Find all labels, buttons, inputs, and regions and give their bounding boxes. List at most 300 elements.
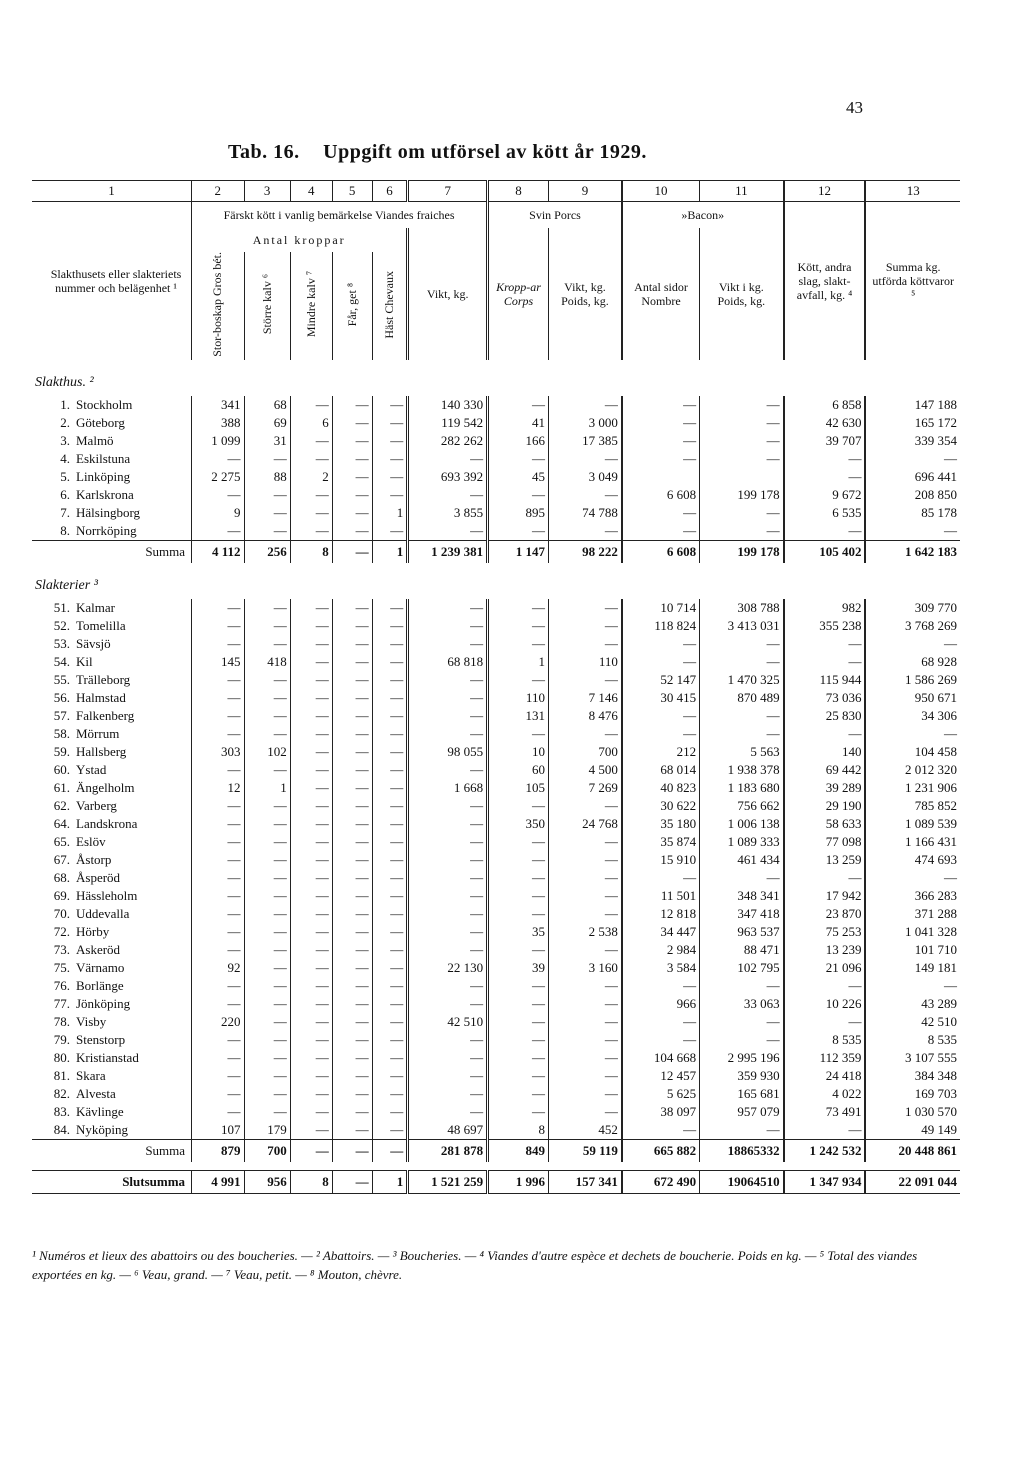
section-label: Slakthus. ² <box>35 374 94 390</box>
cell-col9: — <box>548 1067 621 1085</box>
cell-col12: 982 <box>784 599 866 617</box>
column-number: 2 <box>192 181 244 202</box>
cell-col5: — <box>332 396 372 414</box>
cell-col9: 7 146 <box>548 689 621 707</box>
cell-col11: 5 563 <box>700 743 784 761</box>
cell-col4: — <box>290 833 332 851</box>
cell-col2: — <box>192 450 244 468</box>
cell-col2: — <box>192 941 244 959</box>
cell-col11: — <box>700 414 784 432</box>
cell-col6: — <box>372 1013 408 1031</box>
grand-total-row <box>32 1170 960 1193</box>
cell-col8: — <box>488 617 549 635</box>
cell-col2: — <box>192 1067 244 1085</box>
cell-col8: — <box>488 450 549 468</box>
cell-col5: — <box>332 432 372 450</box>
table-row <box>32 450 960 468</box>
cell-col4: — <box>290 1085 332 1103</box>
cell-col12: 4 022 <box>784 1085 866 1103</box>
cell-col4: — <box>290 1139 332 1162</box>
cell-col4: — <box>290 761 332 779</box>
cell-col10: 34 447 <box>622 923 700 941</box>
cell-col5: — <box>332 779 372 797</box>
cell-col13: 1 166 431 <box>865 833 960 851</box>
place-cell <box>32 599 192 617</box>
cell-col8: — <box>488 887 549 905</box>
cell-col10: 38 097 <box>622 1103 700 1121</box>
place-cell <box>32 635 192 653</box>
cell-col4: — <box>290 851 332 869</box>
cell-col7: — <box>408 689 488 707</box>
cell-col12: 39 707 <box>784 432 866 450</box>
cell-col8: — <box>488 725 549 743</box>
cell-col8: — <box>488 599 549 617</box>
cell-col12: 6 535 <box>784 504 866 522</box>
cell-col10 <box>622 468 700 486</box>
cell-col4: — <box>290 671 332 689</box>
cell-col13: 104 458 <box>865 743 960 761</box>
cell-col6: — <box>372 923 408 941</box>
cell-col2: 9 <box>192 504 244 522</box>
cell-col3: — <box>244 617 290 635</box>
cell-col6: — <box>372 887 408 905</box>
cell-col11: 348 341 <box>700 887 784 905</box>
cell-col8: — <box>488 1031 549 1049</box>
cell-col8: — <box>488 995 549 1013</box>
cell-col6: — <box>372 1121 408 1140</box>
grand-total-label: Slutsumma <box>32 1170 192 1193</box>
cell-col12: 10 226 <box>784 995 866 1013</box>
cell-col8: — <box>488 941 549 959</box>
cell-col4: — <box>290 653 332 671</box>
cell-col8: 350 <box>488 815 549 833</box>
cell-col9: 110 <box>548 653 621 671</box>
cell-col5: — <box>332 815 372 833</box>
spacer-row <box>32 1162 960 1171</box>
col9-header: Vikt, kg. Poids, kg. <box>548 228 621 360</box>
cell-col7: 1 521 259 <box>408 1170 488 1193</box>
cell-col4: 8 <box>290 540 332 563</box>
cell-col3: — <box>244 869 290 887</box>
cell-col13: — <box>865 522 960 541</box>
cell-col3: — <box>244 486 290 504</box>
cell-col12: 25 830 <box>784 707 866 725</box>
cell-col10: 11 501 <box>622 887 700 905</box>
cell-col3: 179 <box>244 1121 290 1140</box>
cell-col11: — <box>700 432 784 450</box>
cell-col5: — <box>332 653 372 671</box>
cell-col11: 18865332 <box>700 1139 784 1162</box>
cell-col5: — <box>332 599 372 617</box>
place-number: 7. <box>60 504 70 520</box>
cell-col9: 98 222 <box>548 540 621 563</box>
cell-col13: 474 693 <box>865 851 960 869</box>
cell-col10: 15 910 <box>622 851 700 869</box>
cell-col11: — <box>700 653 784 671</box>
place-number: 78. <box>53 1013 70 1029</box>
cell-col11: — <box>700 977 784 995</box>
place-cell <box>32 1085 192 1103</box>
summary-row <box>32 1139 960 1162</box>
cell-col5: — <box>332 923 372 941</box>
cell-col9: — <box>548 396 621 414</box>
cell-col12: 29 190 <box>784 797 866 815</box>
place-number: 56. <box>53 689 70 705</box>
cell-col2: — <box>192 887 244 905</box>
cell-col2: — <box>192 689 244 707</box>
place-name: Göteborg <box>76 414 125 430</box>
place-name: Jönköping <box>76 995 131 1011</box>
cell-col9: — <box>548 725 621 743</box>
cell-col4: — <box>290 1031 332 1049</box>
cell-col12: — <box>784 635 866 653</box>
place-number: 8. <box>60 522 70 538</box>
cell-col6: — <box>372 1085 408 1103</box>
cell-col5: — <box>332 414 372 432</box>
place-cell <box>32 869 192 887</box>
place-cell <box>32 833 192 851</box>
place-name: Borlänge <box>76 977 124 993</box>
cell-col10: 35 180 <box>622 815 700 833</box>
cell-col4: — <box>290 959 332 977</box>
column-number: 3 <box>244 181 290 202</box>
place-number: 1. <box>60 396 70 412</box>
cell-col9: — <box>548 1103 621 1121</box>
place-cell <box>32 450 192 468</box>
place-number: 70. <box>53 905 70 921</box>
cell-col5: — <box>332 725 372 743</box>
place-name: Visby <box>76 1013 107 1029</box>
cell-col3: 68 <box>244 396 290 414</box>
bacon-header: »Bacon» <box>622 202 784 229</box>
column-number: 13 <box>865 181 960 202</box>
cell-col10: 118 824 <box>622 617 700 635</box>
cell-col5: — <box>332 833 372 851</box>
cell-col6: 1 <box>372 1170 408 1193</box>
cell-col11: 165 681 <box>700 1085 784 1103</box>
cell-col12: 23 870 <box>784 905 866 923</box>
col12-header: Kött, andra slag, slakt-avfall, kg. ⁴ <box>784 202 866 360</box>
place-cell <box>32 486 192 504</box>
cell-col2: — <box>192 1049 244 1067</box>
place-cell <box>32 689 192 707</box>
table-row <box>32 617 960 635</box>
cell-col6: 1 <box>372 540 408 563</box>
place-number: 51. <box>53 599 70 615</box>
cell-col7: — <box>408 1085 488 1103</box>
cell-col8: — <box>488 977 549 995</box>
cell-col3: — <box>244 905 290 923</box>
cell-col5: — <box>332 1139 372 1162</box>
cell-col13: 309 770 <box>865 599 960 617</box>
cell-col6: — <box>372 689 408 707</box>
cell-col2: 2 275 <box>192 468 244 486</box>
cell-col12: 58 633 <box>784 815 866 833</box>
cell-col8: — <box>488 833 549 851</box>
place-name: Halmstad <box>76 689 126 705</box>
cell-col12: — <box>784 1013 866 1031</box>
table-row <box>32 432 960 450</box>
cell-col10: 104 668 <box>622 1049 700 1067</box>
cell-col13: 85 178 <box>865 504 960 522</box>
cell-col8: — <box>488 486 549 504</box>
cell-col11: — <box>700 707 784 725</box>
cell-col6: — <box>372 396 408 414</box>
column-number: 5 <box>332 181 372 202</box>
group-header-row <box>32 202 960 229</box>
cell-col7: — <box>408 761 488 779</box>
cell-col11: 1 089 333 <box>700 833 784 851</box>
cell-col13: 696 441 <box>865 468 960 486</box>
col6-header-cell <box>372 252 408 360</box>
cell-col11: 199 178 <box>700 486 784 504</box>
cell-col12: 1 347 934 <box>784 1170 866 1193</box>
cell-col3: — <box>244 1049 290 1067</box>
cell-col6: — <box>372 653 408 671</box>
cell-col13: 20 448 861 <box>865 1139 960 1162</box>
cell-col7: 140 330 <box>408 396 488 414</box>
cell-col9: — <box>548 486 621 504</box>
cell-col9: 3 000 <box>548 414 621 432</box>
cell-col8: — <box>488 635 549 653</box>
cell-col8: 895 <box>488 504 549 522</box>
place-number: 84. <box>53 1121 70 1137</box>
column-number: 11 <box>700 181 784 202</box>
cell-col2: 145 <box>192 653 244 671</box>
cell-col9: — <box>548 905 621 923</box>
cell-col11: 308 788 <box>700 599 784 617</box>
cell-col2: — <box>192 869 244 887</box>
place-cell <box>32 1067 192 1085</box>
place-name: Falkenberg <box>76 707 135 723</box>
cell-col4: 2 <box>290 468 332 486</box>
cell-col10: — <box>622 414 700 432</box>
cell-col5: — <box>332 635 372 653</box>
cell-col10: — <box>622 1013 700 1031</box>
cell-col6: — <box>372 450 408 468</box>
place-cell <box>32 941 192 959</box>
place-number: 72. <box>53 923 70 939</box>
table-row <box>32 905 960 923</box>
cell-col10: 10 714 <box>622 599 700 617</box>
cell-col6: — <box>372 1049 408 1067</box>
cell-col12: 8 535 <box>784 1031 866 1049</box>
cell-col11: 347 418 <box>700 905 784 923</box>
table-row <box>32 923 960 941</box>
place-name: Stockholm <box>76 396 133 412</box>
place-name: Kävlinge <box>76 1103 124 1119</box>
cell-col3: — <box>244 851 290 869</box>
cell-col7: 98 055 <box>408 743 488 761</box>
cell-col12: 24 418 <box>784 1067 866 1085</box>
cell-col3: — <box>244 707 290 725</box>
cell-col9: — <box>548 617 621 635</box>
export-table <box>32 180 960 1194</box>
cell-col10: — <box>622 707 700 725</box>
cell-col5: — <box>332 1031 372 1049</box>
cell-col12: 9 672 <box>784 486 866 504</box>
place-number: 83. <box>53 1103 70 1119</box>
cell-col2: — <box>192 977 244 995</box>
cell-col11: — <box>700 504 784 522</box>
place-number: 81. <box>53 1067 70 1083</box>
cell-col9: 452 <box>548 1121 621 1140</box>
cell-col2: 388 <box>192 414 244 432</box>
cell-col6: — <box>372 486 408 504</box>
col8-header: Kropp-ar Corps <box>488 228 549 360</box>
cell-col9: — <box>548 797 621 815</box>
place-name: Ängelholm <box>76 779 135 795</box>
cell-col8: — <box>488 905 549 923</box>
cell-col13: 1 041 328 <box>865 923 960 941</box>
cell-col3: — <box>244 977 290 995</box>
cell-col3: 102 <box>244 743 290 761</box>
cell-col6: — <box>372 1103 408 1121</box>
cell-col5: — <box>332 959 372 977</box>
place-name: Uddevalla <box>76 905 130 921</box>
place-cell <box>32 522 192 541</box>
table-row <box>32 779 960 797</box>
place-number: 4. <box>60 450 70 466</box>
cell-col7: — <box>408 617 488 635</box>
cell-col7: — <box>408 450 488 468</box>
cell-col6: — <box>372 779 408 797</box>
cell-col2: — <box>192 833 244 851</box>
cell-col6: — <box>372 707 408 725</box>
cell-col6: — <box>372 468 408 486</box>
cell-col3: — <box>244 450 290 468</box>
column-number: 12 <box>784 181 866 202</box>
cell-col7: 3 855 <box>408 504 488 522</box>
cell-col10: 35 874 <box>622 833 700 851</box>
place-name: Ystad <box>76 761 107 777</box>
cell-col11: — <box>700 396 784 414</box>
cell-col11: 870 489 <box>700 689 784 707</box>
cell-col9: 157 341 <box>548 1170 621 1193</box>
cell-col11: — <box>700 1121 784 1140</box>
cell-col11: — <box>700 1013 784 1031</box>
cell-col2: 4 112 <box>192 540 244 563</box>
cell-col7: — <box>408 671 488 689</box>
place-name: Tomelilla <box>76 617 126 633</box>
cell-col11: — <box>700 522 784 541</box>
cell-col8: 166 <box>488 432 549 450</box>
cell-col6: — <box>372 941 408 959</box>
cell-col12: 21 096 <box>784 959 866 977</box>
cell-col3: 31 <box>244 432 290 450</box>
cell-col3: 88 <box>244 468 290 486</box>
cell-col5: — <box>332 689 372 707</box>
summary-row <box>32 540 960 563</box>
cell-col12: 69 442 <box>784 761 866 779</box>
cell-col8: — <box>488 797 549 815</box>
place-cell <box>32 1013 192 1031</box>
cell-col6: — <box>372 959 408 977</box>
place-name: Stenstorp <box>76 1031 126 1047</box>
place-number: 3. <box>60 432 70 448</box>
cell-col3: — <box>244 1031 290 1049</box>
place-cell <box>32 725 192 743</box>
cell-col7: — <box>408 815 488 833</box>
cell-col7: — <box>408 1049 488 1067</box>
cell-col8: — <box>488 522 549 541</box>
cell-col13: 101 710 <box>865 941 960 959</box>
place-name: Hörby <box>76 923 110 939</box>
column-number: 7 <box>408 181 488 202</box>
cell-col12: — <box>784 450 866 468</box>
cell-col10: — <box>622 725 700 743</box>
cell-col3: — <box>244 833 290 851</box>
cell-col9: — <box>548 1013 621 1031</box>
cell-col8: 1 <box>488 653 549 671</box>
place-cell <box>32 707 192 725</box>
cell-col13: 2 012 320 <box>865 761 960 779</box>
cell-col7: — <box>408 1067 488 1085</box>
cell-col5: — <box>332 797 372 815</box>
cell-col4: — <box>290 707 332 725</box>
cell-col12: — <box>784 869 866 887</box>
col3-header: Större kalv ⁶ <box>259 274 274 335</box>
cell-col11: 1 938 378 <box>700 761 784 779</box>
table-row <box>32 707 960 725</box>
place-cell <box>32 815 192 833</box>
column-number: 1 <box>32 181 192 202</box>
place-number: 79. <box>53 1031 70 1047</box>
table-row <box>32 1103 960 1121</box>
cell-col2: 92 <box>192 959 244 977</box>
table-row <box>32 833 960 851</box>
cell-col5: — <box>332 977 372 995</box>
cell-col11 <box>700 468 784 486</box>
cell-col4: — <box>290 1121 332 1140</box>
place-cell <box>32 653 192 671</box>
place-cell <box>32 761 192 779</box>
cell-col13: 1 586 269 <box>865 671 960 689</box>
place-name: Kristianstad <box>76 1049 139 1065</box>
cell-col11: 199 178 <box>700 540 784 563</box>
cell-col13: 3 107 555 <box>865 1049 960 1067</box>
cell-col3: — <box>244 887 290 905</box>
cell-col13: 68 928 <box>865 653 960 671</box>
cell-col2: 879 <box>192 1139 244 1162</box>
cell-col10: — <box>622 635 700 653</box>
cell-col9: — <box>548 995 621 1013</box>
cell-col7: — <box>408 797 488 815</box>
cell-col6: — <box>372 815 408 833</box>
place-cell <box>32 671 192 689</box>
cell-col4: — <box>290 617 332 635</box>
place-number: 62. <box>53 797 70 813</box>
cell-col10: 52 147 <box>622 671 700 689</box>
col13-header: Summa kg. utförda köttvaror ⁵ <box>865 202 960 360</box>
cell-col10: 672 490 <box>622 1170 700 1193</box>
cell-col12: 73 491 <box>784 1103 866 1121</box>
cell-col9: — <box>548 941 621 959</box>
place-cell <box>32 905 192 923</box>
cell-col5: — <box>332 671 372 689</box>
table-title-text: Uppgift om utförsel av kött år 1929. <box>323 141 647 163</box>
cell-col9: — <box>548 1049 621 1067</box>
cell-col9: — <box>548 887 621 905</box>
cell-col2: — <box>192 1085 244 1103</box>
cell-col5: — <box>332 522 372 541</box>
table-row <box>32 1049 960 1067</box>
place-name: Hallsberg <box>76 743 127 759</box>
cell-col6: — <box>372 635 408 653</box>
place-name: Norrköping <box>76 522 137 538</box>
cell-col11: 2 995 196 <box>700 1049 784 1067</box>
table-row <box>32 1085 960 1103</box>
